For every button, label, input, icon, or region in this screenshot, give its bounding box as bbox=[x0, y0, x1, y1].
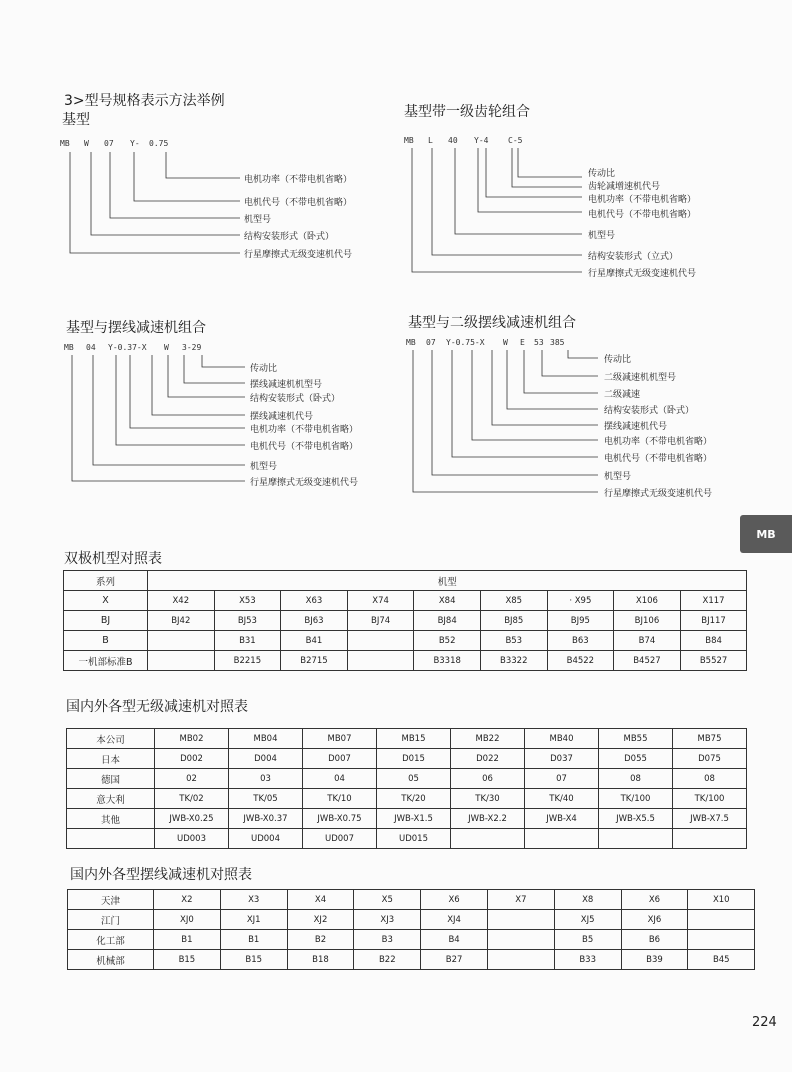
table-cell bbox=[347, 651, 414, 671]
row-header: 化工部 bbox=[68, 930, 154, 950]
row-header: 一机部标准B bbox=[64, 651, 148, 671]
table-cell: MB40 bbox=[525, 729, 599, 749]
table-cell: D015 bbox=[377, 749, 451, 769]
table-cell: B22 bbox=[354, 950, 421, 970]
table-cell: BJ63 bbox=[281, 611, 348, 631]
table-cell: B41 bbox=[281, 631, 348, 651]
diagram-title: 基型 bbox=[62, 112, 90, 128]
table-header-cell: 系列 bbox=[64, 571, 148, 591]
table-cell: 08 bbox=[673, 769, 747, 789]
table-cell: UD004 bbox=[229, 829, 303, 849]
table-cell bbox=[525, 829, 599, 849]
code-label: 机型号 bbox=[244, 215, 272, 225]
table-cell: X63 bbox=[281, 591, 348, 611]
table-cell: B15 bbox=[154, 950, 221, 970]
table-title: 国内外各型无级减速机对照表 bbox=[66, 699, 248, 715]
code-label: 摆线减速机机型号 bbox=[250, 380, 323, 390]
code-label: 摆线减速机代号 bbox=[604, 422, 668, 432]
row-header: 日本 bbox=[67, 749, 155, 769]
table-cell: MB04 bbox=[229, 729, 303, 749]
row-header: X bbox=[64, 591, 148, 611]
code-label: 摆线减速机代号 bbox=[250, 412, 314, 422]
table-cell: 06 bbox=[451, 769, 525, 789]
table-cell: D002 bbox=[155, 749, 229, 769]
code-part: Y-4 bbox=[474, 136, 489, 145]
code-label: 电机功率（不带电机省略） bbox=[604, 437, 713, 447]
table-cell: D022 bbox=[451, 749, 525, 769]
row-header: 天津 bbox=[68, 890, 154, 910]
table-row bbox=[68, 950, 755, 970]
code-part: Y- bbox=[130, 139, 140, 148]
table-cell: B52 bbox=[414, 631, 481, 651]
table-cell: XJ6 bbox=[621, 910, 688, 930]
table-cell: XJ5 bbox=[554, 910, 621, 930]
table-cell: B4527 bbox=[614, 651, 681, 671]
diagram-title: 基型带一级齿轮组合 bbox=[404, 104, 530, 120]
table-cell: B74 bbox=[614, 631, 681, 651]
table-cell: BJ95 bbox=[547, 611, 614, 631]
code-part: 07 bbox=[104, 139, 114, 148]
code-part: E bbox=[520, 338, 525, 347]
table-cell: X3 bbox=[220, 890, 287, 910]
table-cell: 03 bbox=[229, 769, 303, 789]
table-row bbox=[67, 829, 747, 849]
section-heading: 3>型号规格表示方法举例 bbox=[64, 93, 225, 109]
row-header: 本公司 bbox=[67, 729, 155, 749]
table-cell: B5527 bbox=[680, 651, 747, 671]
code-label: 齿轮减增速机代号 bbox=[588, 182, 661, 192]
table-cell: 05 bbox=[377, 769, 451, 789]
table-cell: B3322 bbox=[480, 651, 547, 671]
table-cell bbox=[487, 950, 554, 970]
table-cell: B63 bbox=[547, 631, 614, 651]
table-cell: D004 bbox=[229, 749, 303, 769]
table-cell: B33 bbox=[554, 950, 621, 970]
table-cell: BJ84 bbox=[414, 611, 481, 631]
table-cell: XJ3 bbox=[354, 910, 421, 930]
table-cell: BJ117 bbox=[680, 611, 747, 631]
code-label: 机型号 bbox=[604, 472, 632, 482]
page-number: 224 bbox=[752, 1015, 777, 1030]
table-cell bbox=[487, 930, 554, 950]
table-cell: JWB-X0.25 bbox=[155, 809, 229, 829]
code-part: 07 bbox=[426, 338, 436, 347]
code-part: MB bbox=[60, 139, 70, 148]
table-cell: B2715 bbox=[281, 651, 348, 671]
table-cell: D037 bbox=[525, 749, 599, 769]
row-header: B bbox=[64, 631, 148, 651]
table-cell: JWB-X1.5 bbox=[377, 809, 451, 829]
table-cell: BJ53 bbox=[214, 611, 281, 631]
table-row bbox=[67, 729, 747, 749]
table-cell: UD015 bbox=[377, 829, 451, 849]
table-row bbox=[64, 631, 747, 651]
table-row bbox=[67, 749, 747, 769]
table-cell: TK/40 bbox=[525, 789, 599, 809]
table-cell: X5 bbox=[354, 890, 421, 910]
table-row bbox=[64, 651, 747, 671]
table-cell: B15 bbox=[220, 950, 287, 970]
code-label: 行星摩擦式无级变速机代号 bbox=[604, 489, 713, 499]
code-part: 04 bbox=[86, 343, 96, 352]
code-label: 二级减速 bbox=[604, 390, 641, 400]
table-cell: · X95 bbox=[547, 591, 614, 611]
table-cell: 04 bbox=[303, 769, 377, 789]
code-label: 传动比 bbox=[604, 355, 632, 365]
table-cell: B18 bbox=[287, 950, 354, 970]
model-comparison-table bbox=[63, 570, 747, 671]
table-cell: MB22 bbox=[451, 729, 525, 749]
table-row bbox=[68, 930, 755, 950]
table-cell: X8 bbox=[554, 890, 621, 910]
code-part: 53 bbox=[534, 338, 544, 347]
table-cell: XJ2 bbox=[287, 910, 354, 930]
code-part: L bbox=[428, 136, 433, 145]
table-cell: JWB-X4 bbox=[525, 809, 599, 829]
table-cell: B1 bbox=[154, 930, 221, 950]
table-cell: B5 bbox=[554, 930, 621, 950]
table-cell: UD007 bbox=[303, 829, 377, 849]
table-cell: D055 bbox=[599, 749, 673, 769]
row-header bbox=[67, 829, 155, 849]
table-cell: B31 bbox=[214, 631, 281, 651]
diagram-title: 基型与摆线减速机组合 bbox=[66, 320, 206, 336]
table-cell: JWB-X7.5 bbox=[673, 809, 747, 829]
code-label: 电机代号（不带电机省略） bbox=[250, 442, 359, 452]
code-label: 传动比 bbox=[250, 364, 278, 374]
code-label: 电机功率（不带电机省略） bbox=[250, 425, 359, 435]
code-label: 机型号 bbox=[588, 231, 616, 241]
code-label: 电机代号（不带电机省略） bbox=[244, 198, 353, 208]
code-label: 电机代号（不带电机省略） bbox=[604, 454, 713, 464]
code-label: 结构安装形式（卧式） bbox=[250, 394, 341, 404]
table-cell: JWB-X5.5 bbox=[599, 809, 673, 829]
table-cell: UD003 bbox=[155, 829, 229, 849]
table-cell bbox=[148, 631, 215, 651]
table-cell: X85 bbox=[480, 591, 547, 611]
table-cell: X10 bbox=[688, 890, 755, 910]
table-row bbox=[67, 809, 747, 829]
table-cell: BJ85 bbox=[480, 611, 547, 631]
table-cell: BJ106 bbox=[614, 611, 681, 631]
code-label: 结构安装形式（卧式） bbox=[604, 406, 695, 416]
table-cell bbox=[688, 930, 755, 950]
code-part: 0.75 bbox=[149, 139, 169, 148]
table-cell: BJ42 bbox=[148, 611, 215, 631]
code-part: W bbox=[84, 139, 89, 148]
table-row bbox=[67, 769, 747, 789]
table-cell: MB07 bbox=[303, 729, 377, 749]
table-cell: X6 bbox=[421, 890, 488, 910]
table-title: 国内外各型摆线减速机对照表 bbox=[70, 867, 252, 883]
row-header: BJ bbox=[64, 611, 148, 631]
table-cell bbox=[688, 910, 755, 930]
table-cell: X7 bbox=[487, 890, 554, 910]
code-label: 电机功率（不带电机省略） bbox=[244, 175, 353, 185]
table-cell bbox=[599, 829, 673, 849]
table-cell bbox=[347, 631, 414, 651]
table-cell: BJ74 bbox=[347, 611, 414, 631]
table-header-cell: 机型 bbox=[148, 571, 747, 591]
code-part: 40 bbox=[448, 136, 458, 145]
code-part: 3-29 bbox=[182, 343, 202, 352]
table-cell: D007 bbox=[303, 749, 377, 769]
code-label: 电机代号（不带电机省略） bbox=[588, 210, 697, 220]
table-cell: B39 bbox=[621, 950, 688, 970]
table-row bbox=[68, 890, 755, 910]
table-cell: X117 bbox=[680, 591, 747, 611]
row-header: 其他 bbox=[67, 809, 155, 829]
table-cell: 08 bbox=[599, 769, 673, 789]
table-cell: X6 bbox=[621, 890, 688, 910]
table-cell: MB15 bbox=[377, 729, 451, 749]
section-tab: MB bbox=[740, 515, 792, 553]
code-part: W bbox=[503, 338, 508, 347]
table-cell: X4 bbox=[287, 890, 354, 910]
table-cell: B27 bbox=[421, 950, 488, 970]
table-cell bbox=[673, 829, 747, 849]
table-header-row bbox=[64, 571, 747, 591]
code-part: MB bbox=[404, 136, 414, 145]
table-cell: TK/100 bbox=[599, 789, 673, 809]
table-cell: TK/20 bbox=[377, 789, 451, 809]
table-cell: MB02 bbox=[155, 729, 229, 749]
table-cell: TK/02 bbox=[155, 789, 229, 809]
table-title: 双极机型对照表 bbox=[64, 551, 162, 567]
table-cell: B53 bbox=[480, 631, 547, 651]
code-label: 机型号 bbox=[250, 462, 278, 472]
row-header: 意大利 bbox=[67, 789, 155, 809]
stepless-reducer-table bbox=[66, 728, 747, 849]
table-cell: B3 bbox=[354, 930, 421, 950]
table-cell: XJ1 bbox=[220, 910, 287, 930]
table-cell: TK/30 bbox=[451, 789, 525, 809]
table-cell: X53 bbox=[214, 591, 281, 611]
table-cell: B45 bbox=[688, 950, 755, 970]
table-cell: B6 bbox=[621, 930, 688, 950]
code-label: 行星摩擦式无级变速机代号 bbox=[250, 478, 359, 488]
table-cell: B2 bbox=[287, 930, 354, 950]
table-cell: B3318 bbox=[414, 651, 481, 671]
table-cell bbox=[148, 651, 215, 671]
table-cell: 02 bbox=[155, 769, 229, 789]
table-row bbox=[68, 910, 755, 930]
code-label: 二级减速机机型号 bbox=[604, 373, 677, 383]
table-cell: XJ0 bbox=[154, 910, 221, 930]
code-part: Y-0.75-X bbox=[446, 338, 485, 347]
table-cell: X74 bbox=[347, 591, 414, 611]
table-cell: B84 bbox=[680, 631, 747, 651]
table-cell: 07 bbox=[525, 769, 599, 789]
row-header: 德国 bbox=[67, 769, 155, 789]
table-cell: MB75 bbox=[673, 729, 747, 749]
code-part: MB bbox=[406, 338, 416, 347]
table-cell: X2 bbox=[154, 890, 221, 910]
table-cell: X106 bbox=[614, 591, 681, 611]
table-cell: B4522 bbox=[547, 651, 614, 671]
table-cell: MB55 bbox=[599, 729, 673, 749]
cycloid-reducer-table bbox=[67, 889, 755, 970]
table-cell: JWB-X0.37 bbox=[229, 809, 303, 829]
code-label: 行星摩擦式无级变速机代号 bbox=[588, 269, 697, 279]
table-cell: TK/05 bbox=[229, 789, 303, 809]
table-cell: X84 bbox=[414, 591, 481, 611]
table-cell: XJ4 bbox=[421, 910, 488, 930]
table-cell bbox=[451, 829, 525, 849]
row-header: 江门 bbox=[68, 910, 154, 930]
code-label: 传动比 bbox=[588, 169, 616, 179]
code-label: 电机功率（不带电机省略） bbox=[588, 195, 697, 205]
table-row bbox=[67, 789, 747, 809]
table-cell: B4 bbox=[421, 930, 488, 950]
code-part: C-5 bbox=[508, 136, 523, 145]
code-part: W bbox=[164, 343, 169, 352]
code-label: 行星摩擦式无级变速机代号 bbox=[244, 250, 353, 260]
table-cell bbox=[487, 910, 554, 930]
table-cell: JWB-X2.2 bbox=[451, 809, 525, 829]
table-cell: X42 bbox=[148, 591, 215, 611]
table-cell: JWB-X0.75 bbox=[303, 809, 377, 829]
table-cell: TK/10 bbox=[303, 789, 377, 809]
table-cell: B1 bbox=[220, 930, 287, 950]
table-row bbox=[64, 591, 747, 611]
row-header: 机械部 bbox=[68, 950, 154, 970]
code-label: 结构安装形式（立式） bbox=[588, 252, 679, 262]
table-cell: D075 bbox=[673, 749, 747, 769]
table-cell: TK/100 bbox=[673, 789, 747, 809]
table-cell: B2215 bbox=[214, 651, 281, 671]
code-label: 结构安装形式（卧式） bbox=[244, 232, 335, 242]
diagram-title: 基型与二级摆线减速机组合 bbox=[408, 315, 576, 331]
code-part: Y-0.37-X bbox=[108, 343, 147, 352]
code-part: 385 bbox=[550, 338, 565, 347]
table-row bbox=[64, 611, 747, 631]
code-part: MB bbox=[64, 343, 74, 352]
